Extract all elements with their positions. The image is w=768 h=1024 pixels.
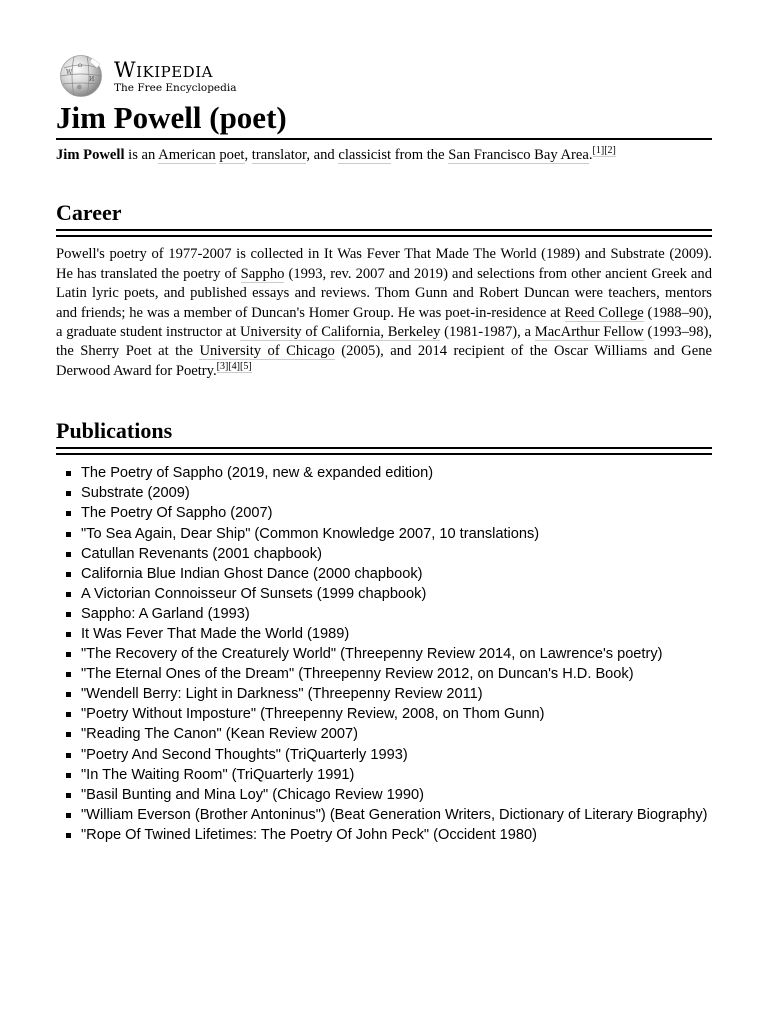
wordmark-subtitle: The Free Encyclopedia (114, 81, 237, 94)
list-item: "Poetry And Second Thoughts" (TriQuarterly 1993) (56, 747, 712, 764)
list-item: "Basil Bunting and Mina Loy" (Chicago Review 1990) (56, 787, 712, 804)
link-reed-college[interactable]: Reed College (564, 304, 644, 321)
list-item: It Was Fever That Made the World (1989) (56, 626, 712, 643)
site-header (56, 52, 712, 100)
citation-4[interactable]: [4] (228, 360, 240, 372)
puzzle-globe-icon[interactable] (56, 54, 106, 98)
list-item: "Rope Of Twined Lifetimes: The Poetry Of John Peck" (Occident 1980) (56, 827, 712, 844)
list-item: Sappho: A Garland (1993) (56, 606, 712, 623)
list-item: "To Sea Again, Dear Ship" (Common Knowledge 2007, 10 translations) (56, 526, 712, 543)
wikipedia-wordmark[interactable] (114, 59, 236, 94)
citation-refs (217, 361, 252, 373)
list-item: "In The Waiting Room" (TriQuarterly 1991) (56, 767, 712, 784)
svg-text:維: 維 (77, 85, 83, 91)
list-item: A Victorian Connoisseur Of Sunsets (1999 chapbook) (56, 586, 712, 603)
citation-5[interactable]: [5] (239, 360, 252, 372)
section-heading-career: Career (56, 199, 712, 231)
career-paragraph (56, 245, 712, 381)
list-item: The Poetry of Sappho (2019, new & expanded edition) (56, 465, 712, 482)
list-item: The Poetry Of Sappho (2007) (56, 505, 712, 522)
page-title: Jim Powell (poet) (56, 100, 712, 140)
intro-text: from the (391, 147, 449, 163)
link-classicist[interactable]: classicist (338, 147, 392, 163)
career-text: (1993, rev. 2007 and 2019) and selections from other ancient Greek and Latin lyric poets, and published essays and reviews. Thom Gunn and Robert Duncan were teachers, mentors and friends; he was a member of Duncan's Homer Group. He was poet-in-residence at (56, 265, 713, 321)
publications-list (56, 465, 712, 844)
intro-paragraph (56, 146, 712, 165)
intro-text: . (588, 147, 593, 163)
link-university-of-chicago[interactable]: University of Chicago (199, 343, 335, 360)
intro-subject: Jim Powell (56, 147, 125, 163)
link-macarthur-fellow[interactable]: MacArthur Fellow (534, 324, 644, 341)
list-item: Substrate (2009) (56, 485, 712, 502)
svg-text:W: W (66, 69, 73, 76)
list-item: California Blue Indian Ghost Dance (2000 chapbook) (56, 566, 712, 583)
list-item: "Reading The Canon" (Kean Review 2007) (56, 726, 712, 743)
intro-text: , (244, 147, 252, 163)
list-item: "William Everson (Brother Antoninus") (Beat Generation Writers, Dictionary of Literary Biography) (56, 807, 712, 824)
career-text: (2005), and 2014 recipient of the Oscar Williams and Gene Derwood Award for Poetry. (56, 343, 712, 379)
section-heading-publications: Publications (56, 417, 712, 449)
intro-text: , and (306, 147, 339, 163)
intro-text: is an (124, 147, 159, 163)
svg-text:Ω: Ω (78, 63, 83, 69)
link-uc-berkeley[interactable]: University of California, Berkeley (239, 324, 441, 341)
link-translator[interactable]: translator (251, 147, 307, 163)
svg-text:И: И (89, 76, 95, 83)
list-item: "The Recovery of the Creaturely World" (Threepenny Review 2014, on Lawrence's poetry) (56, 646, 712, 663)
link-sappho[interactable]: Sappho (240, 265, 285, 282)
list-item: "The Eternal Ones of the Dream" (Threepenny Review 2012, on Duncan's H.D. Book) (56, 666, 712, 683)
article-page (56, 52, 712, 847)
career-text: (1981-1987), a (440, 324, 535, 341)
citation-refs (593, 145, 616, 157)
career-text: (1993–98), the Sherry Poet at the (56, 324, 713, 360)
list-item: Catullan Revenants (2001 chapbook) (56, 546, 712, 563)
citation-3[interactable]: [3] (216, 360, 229, 372)
list-item: "Wendell Berry: Light in Darkness" (Threepenny Review 2011) (56, 686, 712, 703)
link-san-francisco-bay-area[interactable]: San Francisco Bay Area (448, 147, 589, 163)
citation-2[interactable]: [2] (604, 145, 616, 156)
link-american[interactable]: American (158, 147, 216, 163)
list-item: "Poetry Without Imposture" (Threepenny Review, 2008, on Thom Gunn) (56, 706, 712, 723)
citation-1[interactable]: [1] (592, 145, 605, 156)
wordmark-title: Wikipedia (114, 57, 213, 82)
career-text: (1988–90), a graduate student instructor at (56, 304, 712, 341)
career-text: Powell's poetry of 1977-2007 is collected in It Was Fever That Made The World (1989) and Substrate (2009). He has translated the poetry of (56, 246, 712, 282)
link-poet[interactable]: poet (219, 147, 245, 163)
